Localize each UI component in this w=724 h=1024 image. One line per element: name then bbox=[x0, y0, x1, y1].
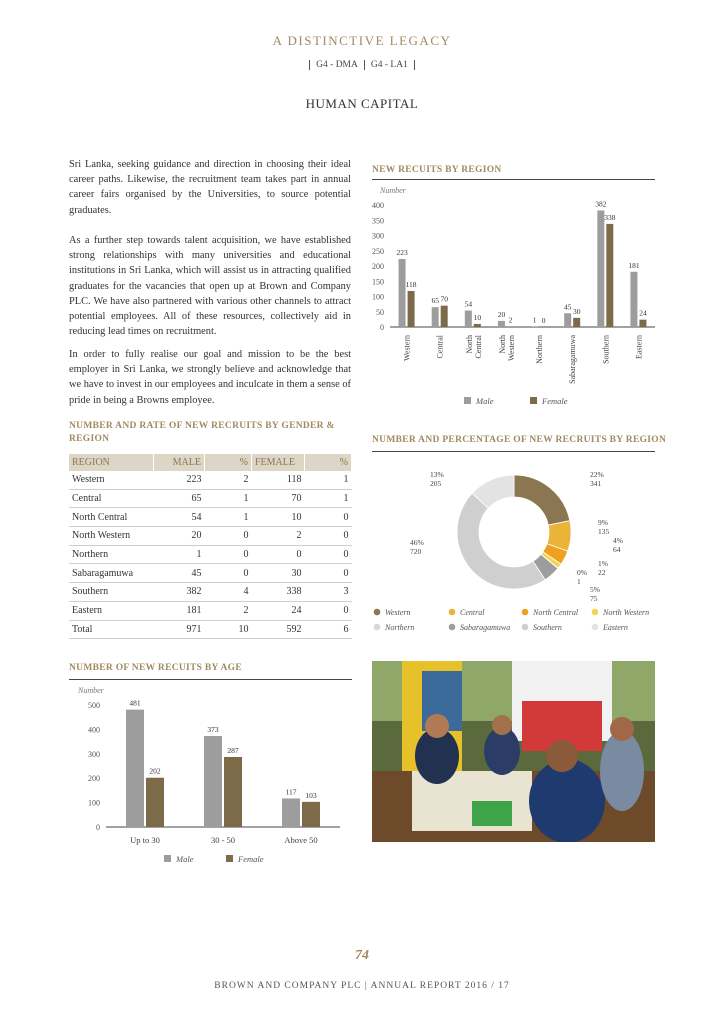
table-row bbox=[69, 471, 352, 489]
table-cell: 1 bbox=[205, 508, 252, 527]
bar-female bbox=[146, 778, 164, 827]
bar-female bbox=[639, 320, 646, 327]
table-cell: 10 bbox=[205, 620, 252, 639]
legend-label: Northern bbox=[385, 623, 415, 632]
slice-pct-label: 4% bbox=[613, 536, 623, 545]
y-tick-label: 0 bbox=[96, 823, 100, 832]
bar-male bbox=[126, 710, 144, 827]
data-label: 30 bbox=[572, 306, 581, 316]
x-tick-label bbox=[465, 334, 483, 358]
y-tick-label: 150 bbox=[372, 277, 384, 287]
y-tick-label: 300 bbox=[88, 749, 100, 759]
legend-dot bbox=[522, 609, 529, 616]
legend-label: Eastern bbox=[603, 623, 628, 632]
bar-male bbox=[498, 321, 505, 327]
chart-title: NEW RECUITS BY REGION bbox=[372, 165, 502, 175]
table-cell: 20 bbox=[154, 527, 205, 546]
x-tick-label bbox=[568, 335, 577, 384]
data-label: 45 bbox=[563, 302, 572, 312]
x-tick-line: Western bbox=[402, 335, 412, 362]
slice-pct-label: 5% bbox=[590, 585, 600, 594]
data-label: 1 bbox=[532, 315, 537, 325]
table-cell: 3 bbox=[305, 583, 352, 602]
bar-female bbox=[302, 802, 320, 827]
data-label: 373 bbox=[207, 724, 219, 734]
legend-dot bbox=[592, 624, 599, 631]
col-header: % bbox=[205, 454, 252, 471]
slice-pct-label: 22% bbox=[590, 470, 604, 479]
page-number: 74 bbox=[355, 948, 369, 963]
y-tick-label: 0 bbox=[380, 323, 384, 332]
col-header: % bbox=[305, 454, 352, 471]
slice-value-label: 1 bbox=[577, 577, 581, 586]
table-cell: 223 bbox=[154, 471, 205, 489]
col-header: MALE bbox=[154, 454, 205, 471]
region-donut-chart bbox=[362, 456, 662, 641]
data-label: 118 bbox=[405, 280, 417, 290]
x-tick-label bbox=[535, 335, 544, 364]
data-label: 103 bbox=[305, 790, 317, 800]
table-row bbox=[69, 564, 352, 583]
bar-female bbox=[507, 326, 514, 327]
legend-dot bbox=[449, 609, 456, 616]
gri-tag: G4 - LA1 bbox=[364, 60, 415, 70]
paragraph: As a further step towards talent acquisition, we have established strong relationships with many universities and educational institutions in Sri Lanka, which will assist us in attracting qualified graduates for the vacancies that open up at Brown and Company PLC. We have also partnered with various other channels to attract potential employees. All of these resources, collectively aid in reducing lead times on recruitment. bbox=[69, 235, 351, 338]
footer-text: BROWN AND COMPANY PLC | ANNUAL REPORT 2016 / 17 bbox=[214, 981, 510, 991]
x-tick-label bbox=[403, 335, 412, 361]
legend-label: Central bbox=[460, 608, 485, 617]
table-cell: 24 bbox=[252, 601, 305, 620]
bar-female bbox=[606, 224, 613, 327]
slice-value-label: 64 bbox=[613, 545, 621, 554]
data-label: 2 bbox=[508, 315, 513, 325]
divider bbox=[69, 679, 352, 680]
legend-swatch-male bbox=[164, 855, 171, 862]
data-label: 20 bbox=[497, 309, 506, 319]
table-row bbox=[69, 527, 352, 546]
paragraph: Sri Lanka, seeking guidance and direction in choosing their ideal career paths. Likewise, the recruitment team takes part in annual career fairs organised by the Universities, to source potential graduates. bbox=[69, 159, 351, 216]
x-tick-label bbox=[601, 335, 610, 364]
bar-male bbox=[282, 798, 300, 827]
bar-female bbox=[441, 306, 448, 327]
slice-pct-label: 9% bbox=[598, 518, 608, 527]
table-cell: 1 bbox=[205, 489, 252, 508]
table-cell: 2 bbox=[205, 471, 252, 489]
legend-label: Southern bbox=[533, 623, 562, 632]
x-tick-line: Western bbox=[506, 335, 516, 362]
slice-value-label: 135 bbox=[598, 527, 610, 536]
table-row bbox=[69, 620, 352, 639]
legend-dot bbox=[449, 624, 456, 631]
table-cell: North Central bbox=[69, 508, 154, 527]
table-cell: 181 bbox=[154, 601, 205, 620]
table-cell: Eastern bbox=[69, 601, 154, 620]
table-cell: 2 bbox=[205, 601, 252, 620]
slice-value-label: 341 bbox=[590, 479, 602, 488]
legend-label: North Western bbox=[603, 608, 650, 617]
x-tick-label bbox=[498, 335, 516, 361]
table-cell: 592 bbox=[252, 620, 305, 639]
table-cell: 0 bbox=[305, 564, 352, 583]
data-label: 382 bbox=[595, 199, 607, 209]
donut-slice bbox=[457, 493, 545, 589]
y-tick-label: 50 bbox=[376, 307, 384, 317]
table-cell: 1 bbox=[305, 471, 352, 489]
col-header: REGION bbox=[69, 454, 154, 471]
donut-slice bbox=[514, 475, 570, 525]
slice-pct-label: 0% bbox=[577, 568, 587, 577]
data-label: 202 bbox=[149, 766, 161, 776]
table-cell: 0 bbox=[305, 508, 352, 527]
data-label: 54 bbox=[464, 299, 473, 309]
x-tick-line: North bbox=[497, 335, 507, 354]
table-cell: 4 bbox=[205, 583, 252, 602]
slice-pct-label: 13% bbox=[430, 470, 444, 479]
table-cell: 30 bbox=[252, 564, 305, 583]
career-fair-photo bbox=[372, 661, 655, 842]
data-label: 0 bbox=[541, 316, 546, 325]
slice-value-label: 720 bbox=[410, 547, 422, 556]
data-label: 117 bbox=[285, 787, 297, 797]
data-label: 338 bbox=[604, 212, 616, 222]
legend-label: Female bbox=[238, 854, 264, 864]
table-cell: Sabaragamuwa bbox=[69, 564, 154, 583]
table-cell: 0 bbox=[305, 527, 352, 546]
bar-female bbox=[573, 318, 580, 327]
data-label: 223 bbox=[396, 247, 408, 257]
slice-value-label: 22 bbox=[598, 568, 606, 577]
table-cell: 0 bbox=[205, 545, 252, 564]
bar-female bbox=[224, 757, 242, 827]
bar-male bbox=[630, 272, 637, 327]
y-tick-label: 400 bbox=[372, 201, 384, 210]
legend-label: North Central bbox=[533, 608, 579, 617]
table-cell: 2 bbox=[252, 527, 305, 546]
table-row bbox=[69, 489, 352, 508]
y-tick-label: 350 bbox=[372, 216, 384, 226]
legend-dot bbox=[374, 624, 381, 631]
bar-female bbox=[474, 324, 481, 327]
legend-label: Western bbox=[385, 608, 411, 617]
table-row bbox=[69, 508, 352, 527]
legend-label: Male bbox=[476, 396, 494, 406]
table-row bbox=[69, 601, 352, 620]
table-cell: 45 bbox=[154, 564, 205, 583]
table-cell: 1 bbox=[305, 489, 352, 508]
table-cell: Southern bbox=[69, 583, 154, 602]
data-label: 181 bbox=[628, 260, 640, 270]
x-tick-label bbox=[436, 334, 445, 358]
table-cell: Total bbox=[69, 620, 154, 639]
data-label: 65 bbox=[431, 296, 439, 306]
bar-male bbox=[564, 313, 571, 327]
region-bar-chart bbox=[362, 182, 662, 417]
divider bbox=[372, 179, 655, 180]
x-tick-label bbox=[634, 335, 643, 359]
header-title: A DISTINCTIVE LEGACY bbox=[272, 33, 452, 48]
table-header-row bbox=[69, 454, 352, 471]
x-tick-line: Northern bbox=[535, 335, 545, 364]
bar-male bbox=[597, 210, 604, 327]
table-cell: 54 bbox=[154, 508, 205, 527]
table-cell: 0 bbox=[205, 564, 252, 583]
table-row bbox=[69, 583, 352, 602]
table-cell: 65 bbox=[154, 489, 205, 508]
data-label: 24 bbox=[639, 308, 647, 318]
table-cell: Western bbox=[69, 471, 154, 489]
y-axis-label: Number bbox=[380, 186, 406, 195]
slice-value-label: 75 bbox=[590, 594, 598, 603]
table-cell: 0 bbox=[305, 545, 352, 564]
y-tick-label: 300 bbox=[372, 231, 384, 241]
legend-label: Male bbox=[176, 854, 194, 864]
bar-female bbox=[408, 291, 415, 327]
table-cell: 6 bbox=[305, 620, 352, 639]
paragraph: In order to fully realise our goal and mission to be the best employer in Sri Lanka, we strongly believe and acknowledge that we have to invest in our employees and inculcate in them a sense of pride in being a Browns employee. bbox=[69, 349, 351, 406]
bar-male bbox=[432, 307, 439, 327]
table-cell: North Western bbox=[69, 527, 154, 546]
chart-title: NUMBER AND PERCENTAGE OF NEW RECRUITS BY REGION bbox=[372, 435, 667, 445]
x-tick-line: North bbox=[464, 335, 474, 354]
x-tick-line: Southern bbox=[601, 335, 611, 364]
table-cell: 70 bbox=[252, 489, 305, 508]
table-cell: 118 bbox=[252, 471, 305, 489]
bar-male bbox=[399, 259, 406, 327]
legend-swatch-male bbox=[464, 397, 471, 404]
data-label: 481 bbox=[129, 698, 141, 708]
slice-pct-label: 1% bbox=[598, 559, 608, 568]
table-cell: 382 bbox=[154, 583, 205, 602]
legend-swatch-female bbox=[530, 397, 537, 404]
table-cell: Central bbox=[69, 489, 154, 508]
data-label: 70 bbox=[440, 294, 448, 304]
y-tick-label: 100 bbox=[372, 292, 384, 302]
age-bar-chart bbox=[60, 682, 360, 872]
y-axis-label: Number bbox=[78, 686, 104, 695]
table-title: NUMBER AND RATE OF NEW RECRUITS BY GENDER & REGION bbox=[69, 421, 335, 444]
table-cell: 0 bbox=[252, 545, 305, 564]
y-tick-label: 200 bbox=[88, 774, 100, 784]
x-tick-line: Central bbox=[435, 335, 445, 359]
bar-male bbox=[465, 311, 472, 327]
x-tick-line: Central bbox=[473, 335, 483, 359]
recruits-table bbox=[69, 454, 352, 639]
legend-dot bbox=[592, 609, 599, 616]
x-tick-line: Sabaragamuwa bbox=[568, 335, 578, 384]
legend-label: Female bbox=[542, 396, 568, 406]
table-cell: Northern bbox=[69, 545, 154, 564]
data-label: 287 bbox=[227, 745, 239, 755]
table-cell: 971 bbox=[154, 620, 205, 639]
section-title: HUMAN CAPITAL bbox=[305, 96, 419, 111]
data-label: 10 bbox=[473, 312, 482, 322]
y-tick-label: 250 bbox=[372, 246, 384, 256]
table-row bbox=[69, 545, 352, 564]
slice-value-label: 205 bbox=[430, 479, 442, 488]
legend-dot bbox=[522, 624, 529, 631]
divider bbox=[372, 451, 655, 452]
table-cell: 10 bbox=[252, 508, 305, 527]
slice-pct-label: 46% bbox=[410, 538, 424, 547]
gri-tags bbox=[0, 60, 724, 70]
legend-swatch-female bbox=[226, 855, 233, 862]
y-tick-label: 200 bbox=[372, 262, 384, 271]
legend-dot bbox=[374, 609, 381, 616]
table-cell: 0 bbox=[205, 527, 252, 546]
gri-tag: G4 - DMA bbox=[309, 60, 364, 70]
x-tick-label: Above 50 bbox=[284, 835, 318, 845]
col-header: FEMALE bbox=[252, 454, 305, 471]
y-tick-label: 100 bbox=[88, 798, 100, 808]
chart-title: NUMBER OF NEW RECUITS BY AGE bbox=[69, 663, 243, 673]
y-tick-label: 500 bbox=[88, 701, 100, 710]
y-tick-label: 400 bbox=[88, 725, 100, 735]
legend-label: Sabaragamuwa bbox=[460, 623, 511, 632]
x-tick-label: Up to 30 bbox=[130, 835, 160, 845]
table-cell: 1 bbox=[154, 545, 205, 564]
bar-male bbox=[204, 736, 222, 827]
x-tick-label: 30 - 50 bbox=[210, 835, 236, 845]
x-tick-line: Eastern bbox=[634, 335, 644, 359]
table-cell: 338 bbox=[252, 583, 305, 602]
table-cell: 0 bbox=[305, 601, 352, 620]
